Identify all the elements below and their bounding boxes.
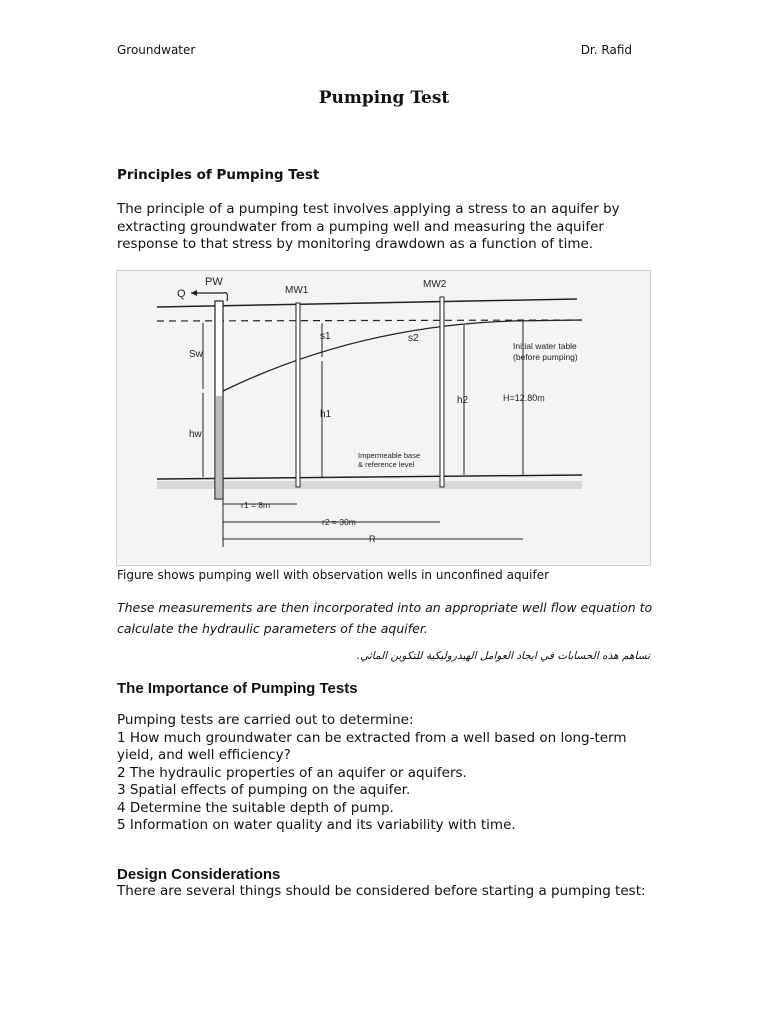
design-line: There are several things should be considered before starting a pumping test: (117, 883, 646, 899)
importance-heading: The Importance of Pumping Tests (117, 680, 358, 697)
reference-level-label: & reference level (358, 460, 415, 469)
h-total-label: H=12.80m (503, 393, 545, 403)
monitoring-well-2 (440, 297, 444, 487)
monitoring-well-1 (296, 303, 300, 487)
arabic-note: تساهم هذه الحسابات في ايجاد العوامل الهيدروليكية للتكوين المائي. (356, 650, 650, 662)
aquifer-diagram (117, 271, 650, 565)
principles-line: The principle of a pumping test involves applying a stress to an aquifer by (117, 201, 620, 217)
sw-label: Sw (189, 349, 203, 360)
impermeable-base-label: Impermeable base (358, 451, 421, 460)
design-heading: Design Considerations (117, 866, 281, 883)
principles-heading: Principles of Pumping Test (117, 167, 320, 183)
q-label: Q (177, 288, 186, 300)
figure-caption: Figure shows pumping well with observation wells in unconfined aquifer (117, 568, 550, 582)
importance-list (117, 712, 657, 835)
r2-label: r2 = 30m (322, 517, 356, 527)
header-right: Dr. Rafid (580, 43, 632, 57)
h2-label: h2 (457, 395, 469, 406)
mw1-label: MW1 (285, 285, 309, 296)
pumping-well-screen (216, 396, 222, 498)
before-pumping-label: (before pumping) (513, 352, 578, 362)
importance-line: 2 The hydraulic properties of an aquifer or aquifers. (117, 764, 467, 781)
importance-line: 4 Determine the suitable depth of pump. (117, 799, 394, 816)
measurements-line: calculate the hydraulic parameters of the aquifer. (117, 621, 428, 636)
mw2-label: MW2 (423, 279, 447, 290)
s1-label: s1 (320, 331, 331, 342)
principles-line: response to that stress by monitoring drawdown as a function of time. (117, 236, 594, 252)
pumping-test-figure (116, 270, 651, 566)
measurements-paragraph (117, 597, 657, 639)
initial-water-table-label: Initial water table (513, 341, 577, 351)
h1-label: h1 (320, 409, 332, 420)
discharge-arrowhead (191, 290, 197, 296)
importance-line: 1 How much groundwater can be extracted from a well based on long-term (117, 729, 627, 746)
hw-label: hw (189, 429, 202, 440)
pw-label: PW (205, 276, 223, 288)
discharge-pipe (223, 293, 228, 301)
R-label: R (369, 534, 376, 544)
importance-line: 5 Information on water quality and its variability with time. (117, 817, 516, 833)
importance-line: yield, and well efficiency? (117, 747, 291, 763)
principles-line: extracting groundwater from a pumping well and measuring the aquifer (117, 218, 604, 235)
measurements-line: These measurements are then incorporated into an appropriate well flow equation to (117, 600, 653, 615)
r1-label: r1 = 8m (241, 500, 271, 510)
s2-label: s2 (408, 333, 419, 344)
importance-line: 3 Spatial effects of pumping on the aquifer. (117, 782, 411, 798)
principles-paragraph (117, 201, 657, 254)
importance-line: Pumping tests are carried out to determine: (117, 712, 414, 728)
header-left: Groundwater (117, 43, 196, 57)
page-title: Pumping Test (318, 88, 450, 108)
design-paragraph (117, 883, 657, 901)
